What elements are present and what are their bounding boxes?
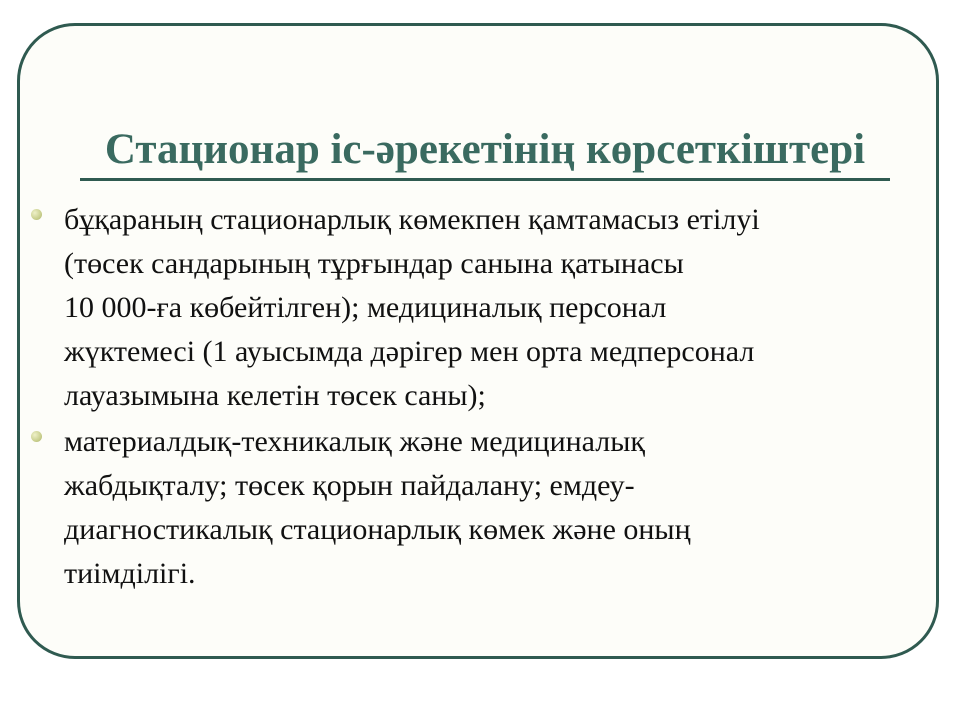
bullet-item-2 — [0, 420, 904, 596]
bullet-dot-icon — [31, 209, 42, 220]
bullet-line: 10 000-ға көбейтілген); медициналық персонал — [64, 291, 667, 324]
bullet-item-1 — [0, 198, 904, 418]
bullet-line: (төсек сандарының тұрғындар санына қатынасы — [64, 247, 684, 280]
bullet-line: лауазымына келетін төсек саны); — [64, 379, 486, 412]
title-underline — [80, 178, 890, 181]
bullet-line: материалдық-техникалық және медициналық — [64, 425, 645, 458]
bullet-dot-icon — [31, 431, 42, 442]
bullet-line: диагностикалық стационарлық көмек және оның — [64, 513, 691, 546]
bullet-list — [0, 198, 960, 598]
bullet-line: жүктемесі (1 ауысымда дәрігер мен орта медперсонал — [64, 335, 755, 368]
slide-title: Стационар іс-әрекетінің көрсеткіштері — [104, 126, 866, 173]
bullet-line: жабдықталу; төсек қорын пайдалану; емдеу- — [64, 469, 635, 502]
bullet-line: тиімділігі. — [64, 557, 196, 590]
bullet-line: бұқараның стационарлық көмекпен қамтамасыз етілуі — [64, 203, 760, 236]
